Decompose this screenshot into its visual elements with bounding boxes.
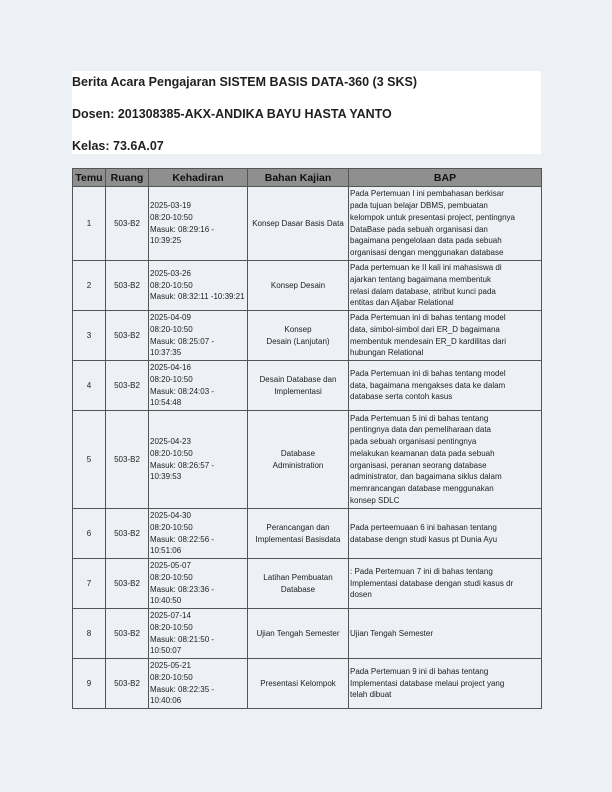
cell-kehadiran-line: 2025-04-09 [150,313,191,323]
cell-bap-line: pentingnya data dan pemeliharaan data [350,425,491,435]
cell-bap-line: Pada pertemuan ke II kali ini mahasiswa di [350,263,502,273]
cell-bap-line: relasi dalam database, atribut kunci pada [350,286,496,296]
cell-bahan-kajian-line: Desain (Lanjutan) [266,336,330,346]
cell-kehadiran-line: 10:39:25 [150,236,182,246]
cell-kehadiran-line: 08:20-10:50 [150,522,193,532]
cell-bahan-kajian [248,187,349,261]
cell-bahan-kajian [248,361,349,411]
cell-kehadiran-line: 2025-07-14 [150,611,191,621]
cell-temu: 1 [73,187,106,261]
cell-temu: 6 [73,509,106,559]
attendance-table [72,168,542,709]
cell-kehadiran-line: Masuk: 08:21:50 - [150,634,215,644]
cell-temu: 7 [73,559,106,609]
table-row [73,311,542,361]
cell-bap [349,509,542,559]
cell-kehadiran [149,509,248,559]
header-bap: BAP [349,169,542,187]
cell-kehadiran-line: 2025-04-23 [150,437,191,447]
cell-kehadiran-line: 10:50:07 [150,646,182,656]
cell-bap-line: kelompok untuk presentasi project, pentingnya [350,212,515,222]
cell-bap-line: organisasi dengan menggunakan database [350,247,504,257]
cell-bap-line: bagaimana pengelolaan data pada sebuah [350,236,502,246]
cell-bahan-kajian-line: Implementasi Basisdata [255,534,341,544]
cell-kehadiran-line: Masuk: 08:23:36 - [150,584,215,594]
class-line: Kelas: 73.6A.07 [72,139,164,153]
cell-bap-line: Pada perteemuaan 6 ini bahasan tentang [350,522,497,532]
cell-bap [349,659,542,709]
cell-kehadiran-line: Masuk: 08:25:07 - [150,336,215,346]
header-temu: Temu [73,169,106,187]
cell-bahan-kajian [248,559,349,609]
table-row [73,609,542,659]
cell-ruang: 503-B2 [106,311,149,361]
cell-bahan-kajian-line: Administration [272,460,324,470]
cell-bap-line: data, bagaimana mengakses data ke dalam [350,380,506,390]
report-header [72,71,541,154]
cell-kehadiran-line: Masuk: 08:29:16 - [150,224,215,234]
cell-kehadiran [149,361,248,411]
cell-kehadiran-line: 10:39:53 [150,472,182,482]
cell-bap-line: entitas dan Aljabar Relational [350,298,454,308]
cell-temu: 2 [73,261,106,311]
cell-bap-line: Pada Pertemuan ini di bahas tentang model [350,313,506,323]
cell-bap-line: Pada Pertemuan ini di bahas tentang model [350,368,506,378]
cell-bap [349,609,542,659]
cell-kehadiran-line: 08:20-10:50 [150,280,193,290]
header-bahan-kajian: Bahan Kajian [248,169,349,187]
cell-bahan-kajian [248,411,349,509]
cell-bap-line: pada tujuan belajar DBMS, pembuatan [350,201,488,211]
cell-kehadiran [149,261,248,311]
table-row [73,261,542,311]
cell-kehadiran-line: 08:20-10:50 [150,212,193,222]
cell-bahan-kajian-line: Desain Database dan [259,374,337,384]
cell-kehadiran-line: 10:40:06 [150,696,182,706]
cell-bahan-kajian [248,609,349,659]
cell-bap-line: data, simbol-simbol dari ER_D bagaimana [350,324,500,334]
cell-bap-line: memrancangan database menggunakan [350,483,494,493]
cell-kehadiran-line: 2025-05-21 [150,661,191,671]
cell-kehadiran-line: 10:40:50 [150,596,182,606]
table-row [73,187,542,261]
cell-bahan-kajian-line: Konsep [284,324,312,334]
cell-bap [349,361,542,411]
cell-ruang: 503-B2 [106,559,149,609]
table-row [73,559,542,609]
cell-bap-line: hubungan Relational [350,348,424,358]
cell-bap-line: dosen [350,590,372,600]
cell-bap-line: database dengn studi kasus pt Dunia Ayu [350,534,498,544]
cell-kehadiran-line: 08:20-10:50 [150,672,193,682]
table-row [73,361,542,411]
cell-kehadiran-line: Masuk: 08:22:35 - [150,684,215,694]
cell-ruang: 503-B2 [106,509,149,559]
cell-ruang: 503-B2 [106,659,149,709]
cell-bap-line: membentuk mendesain ER_D kardilitas dari [350,336,507,346]
cell-kehadiran-line: 08:20-10:50 [150,622,193,632]
cell-bap [349,261,542,311]
cell-kehadiran [149,659,248,709]
cell-bahan-kajian-line: Implementasi [274,386,322,396]
cell-temu: 8 [73,609,106,659]
cell-kehadiran-line: 08:20-10:50 [150,448,193,458]
cell-bap-line: Pada Pertemuan 9 ini di bahas tentang [350,666,489,676]
cell-kehadiran-line: Masuk: 08:24:03 - [150,386,215,396]
cell-temu: 3 [73,311,106,361]
cell-ruang: 503-B2 [106,361,149,411]
cell-bahan-kajian-line: Perancangan dan [266,522,330,532]
report-title: Berita Acara Pengajaran SISTEM BASIS DATA-360 (3 SKS) [72,75,418,89]
cell-kehadiran-line: 10:51:06 [150,546,182,556]
cell-bap [349,187,542,261]
cell-bap [349,311,542,361]
header-kehadiran: Kehadiran [149,169,248,187]
cell-kehadiran [149,559,248,609]
cell-kehadiran-line: 08:20-10:50 [150,374,193,384]
cell-kehadiran [149,187,248,261]
cell-bahan-kajian-line: Presentasi Kelompok [260,678,336,688]
cell-kehadiran-line: 10:37:35 [150,348,182,358]
cell-bap-line: konsep SDLC [350,495,400,505]
cell-bap-line: database serta contoh kasus [350,392,453,402]
table-body [73,187,542,709]
cell-bahan-kajian [248,261,349,311]
cell-kehadiran [149,609,248,659]
cell-kehadiran-line: 10:54:48 [150,398,182,408]
cell-bap-line: Pada Pertemuan I ini pembahasan berkisar [350,189,504,199]
cell-bap [349,559,542,609]
cell-bap-line: administrator, dan bagaimana siklus dalam [350,472,502,482]
cell-kehadiran-line: Masuk: 08:22:56 - [150,534,215,544]
cell-kehadiran-line: Masuk: 08:32:11 -10:39:21 [150,292,245,302]
cell-bahan-kajian [248,509,349,559]
cell-bap-line: telah dibuat [350,690,392,700]
cell-ruang: 503-B2 [106,187,149,261]
cell-temu: 9 [73,659,106,709]
cell-bahan-kajian-line: Database [280,448,316,458]
cell-temu: 5 [73,411,106,509]
header-ruang: Ruang [106,169,149,187]
cell-kehadiran-line: 2025-05-07 [150,561,191,571]
cell-bahan-kajian [248,311,349,361]
cell-bahan-kajian-line: Ujian Tengah Semester [256,628,340,638]
cell-kehadiran [149,311,248,361]
cell-kehadiran-line: 2025-04-30 [150,511,191,521]
cell-bap-line: ajarkan tentang bagaimana membentuk [350,274,491,284]
cell-kehadiran-line: 2025-04-16 [150,363,191,373]
table-row [73,509,542,559]
cell-bap-line: DataBase pada sebuah organisasi dan [350,224,488,234]
cell-bahan-kajian-line: Latihan Pembuatan [263,572,333,582]
table-row [73,411,542,509]
cell-bap-line: : Pada Pertemuan 7 ini di bahas tentang [350,566,493,576]
cell-bahan-kajian-line: Konsep Dasar Basis Data [252,218,344,228]
cell-bap-line: melakukan keamanan data pada sebuah [350,448,495,458]
table-row [73,659,542,709]
cell-ruang: 503-B2 [106,411,149,509]
cell-bap-line: Implementasi database melaui project yang [350,678,505,688]
cell-kehadiran-line: Masuk: 08:26:57 - [150,460,215,470]
cell-kehadiran-line: 08:20-10:50 [150,572,193,582]
cell-kehadiran-line: 2025-03-19 [150,201,191,211]
cell-temu: 4 [73,361,106,411]
cell-bap-line: Implementasi database dengan studi kasus dr [350,578,514,588]
cell-ruang: 503-B2 [106,261,149,311]
table-header-row [73,169,542,187]
cell-bahan-kajian-line: Konsep Desain [270,280,326,290]
cell-kehadiran [149,411,248,509]
cell-bap-line: organisasi, peranan seorang database [350,460,487,470]
cell-kehadiran-line: 2025-03-26 [150,268,191,278]
cell-bahan-kajian [248,659,349,709]
cell-ruang: 503-B2 [106,609,149,659]
lecturer-line: Dosen: 201308385-AKX-ANDIKA BAYU HASTA YANTO [72,107,392,121]
cell-bahan-kajian-line: Database [280,584,316,594]
cell-bap-line: pada sebuah organisasi pentingnya [350,437,477,447]
cell-bap-line: Ujian Tengah Semester [350,628,434,638]
cell-bap [349,411,542,509]
cell-kehadiran-line: 08:20-10:50 [150,324,193,334]
cell-bap-line: Pada Pertemuan 5 ini di bahas tentang [350,413,489,423]
